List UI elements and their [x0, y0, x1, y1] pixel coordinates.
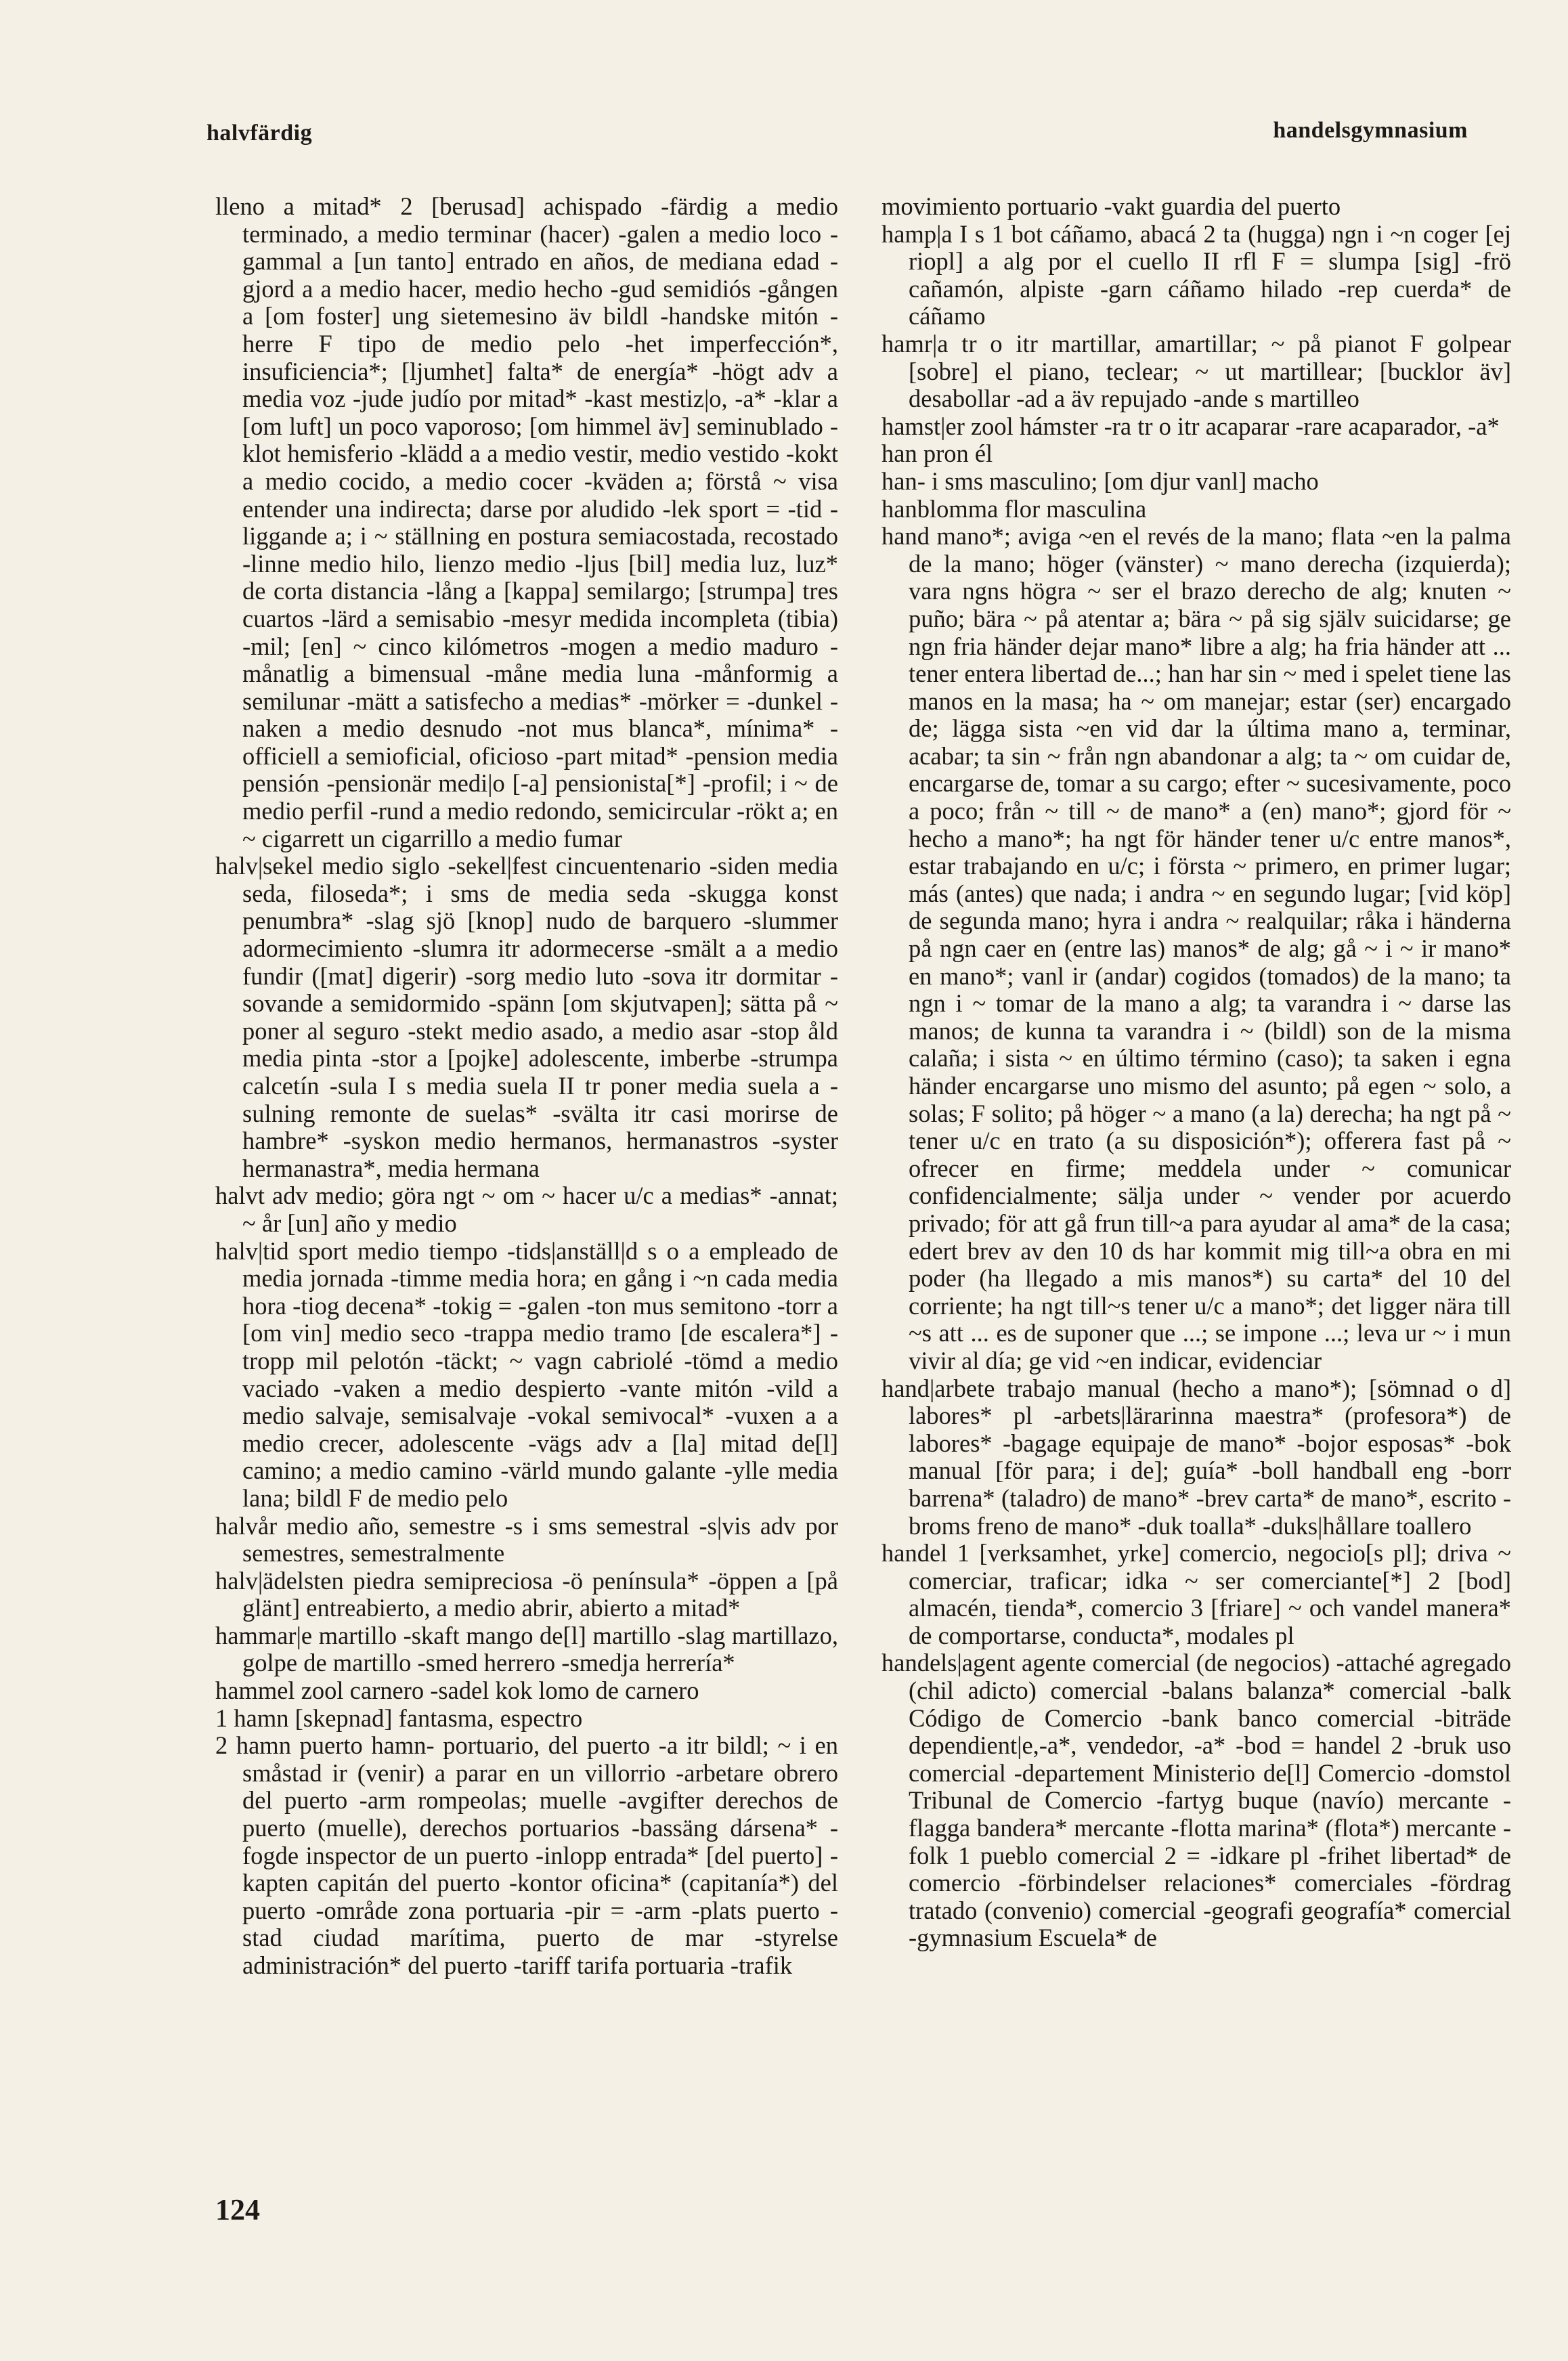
dictionary-entry: lleno a mitad* 2 [berusad] achispado -färdig a medio terminado, a medio terminar (hacer) -galen a medio loco -gammal a [un tanto] entrado en años, de mediana edad -gjord a a medio hacer, medio hecho -gud semidiós -gången a [om foster] ung sietemesino äv bildl -handske mitón -herre F tipo de medio pelo -het imperfección*, insuficiencia*; [ljumhet] falta* de energía* -högt adv a media voz -jude judío por mitad* -kast mestiz|o, -a* -klar a [om luft] un poco vaporoso; [om himmel äv] seminublado -klot hemisferio -klädd a a medio vestir, medio vestido -kokt a medio cocido, a medio cocer -kväden a; förstå ~ visa entender una indirecta; darse por aludido -lek sport = -tid -liggande a; i ~ ställning en postura semiacostada, recostado -linne medio hilo, lienzo medio -ljus [bil] media luz, luz* de corta distancia -lång a [kappa] semilargo; [strumpa] tres cuartos -lärd a semisabio -mesyr medida incompleta (tibia) -mil; [en] ~ cinco kilómetros -mogen a medio maduro -månatlig a bimensual -måne media luna -månformig a semilunar -mätt a satisfecho a medias* -mörker = -dunkel -naken a medio desnudo -not mus blanca*, mínima* -officiell a semioficial, oficioso -part mitad* -pension media pensión -pensionär medi|o [-a] pensionista[*] -profil; i ~ de medio perfil -rund a medio redondo, semicircular -rökt a; en ~ cigarrett un cigarrillo a medio fumar [215, 192, 838, 852]
dictionary-entry: halv|ädelsten piedra semipreciosa -ö península* -öppen a [på glänt] entreabierto, a medio abrir, abierto a mitad* [215, 1566, 838, 1622]
dictionary-entry: 2 hamn puerto hamn- portuario, del puerto -a itr bildl; ~ i en småstad ir (venir) a parar en un villorrio -arbetare obrero del puerto -arm rompeolas; muelle -avgifter derechos de puerto (muelle), derechos portuarios -bassäng dársena* -fogde inspector de un puerto -inlopp entrada* [del puerto] -kapten capitán del puerto -kontor oficina* (capitanía*) del puerto -område zona portuaria -pir = -arm -plats puerto -stad ciudad marítima, puerto de mar -styrelse administración* del puerto -tariff tarifa portuaria -trafik [215, 1731, 838, 1979]
dictionary-entry: handel 1 [verksamhet, yrke] comercio, negocio[s pl]; driva ~ comerciar, traficar; idka ~ ser comerciante[*] 2 [bod] almacén, tienda*, comercio 3 [friare] ~ och vandel manera* de comportarse, conducta*, modales pl [881, 1539, 1511, 1649]
left-column [215, 193, 838, 1980]
dictionary-entry: halvår medio año, semestre -s i sms semestral -s|vis adv por semestres, semestralmente [215, 1511, 838, 1567]
dictionary-entry: hand|arbete trabajo manual (hecho a mano*); [sömnad o d] labores* pl -arbets|lärarinna maestra* (profesora*) de labores* -bagage equipaje de mano* -bojor esposas* -bok manual [för para; i de]; guía* -boll handball eng -borr barrena* (taladro) de mano* -brev carta* de mano*, escrito -broms freno de mano* -duk toalla* -duks|hållare toallero [881, 1374, 1511, 1540]
dictionary-entry: halvt adv medio; göra ngt ~ om ~ hacer u/c a medias* -annat; ~ år [un] año y medio [215, 1182, 838, 1237]
dictionary-entry: hammar|e martillo -skaft mango de[l] martillo -slag martillazo, golpe de martillo -smed herrero -smedja herrería* [215, 1621, 838, 1677]
dictionary-entry: hamr|a tr o itr martillar, amartillar; ~ på pianot F golpear [sobre] el piano, teclear; ~ ut martillear; [bucklor äv] desabollar -ad a äv repujado -ande s martilleo [881, 329, 1511, 413]
running-head-left: halvfärdig [206, 121, 313, 146]
dictionary-entry: hamp|a I s 1 bot cáñamo, abacá 2 ta (hugga) ngn i ~n coger [ej riopl] a alg por el cuello II rfl F = slumpa [sig] -frö cañamón, alpiste -garn cáñamo hilado -rep cuerda* de cáñamo [881, 219, 1511, 330]
dictionary-entry: halv|sekel medio siglo -sekel|fest cincuentenario -siden media seda, filoseda*; i sms de media seda -skugga konst penumbra* -slag sjö [knop] nudo de barquero -slummer adormecimiento -slumra itr adormecerse -smält a a medio fundir ([mat] digerir) -sorg medio luto -sova itr dormitar -sovande a semidormido -spänn [om skjutvapen]; sätta på ~ poner al seguro -stekt medio asado, a medio asar -stop åld media pinta -stor a [pojke] adolescente, imberbe -strumpa calcetín -sula I s media suela II tr poner media suela a -sulning remonte de suelas* -svälta itr casi morirse de hambre* -syskon medio hermanos, hermanastros -syster hermanastra*, media hermana [215, 852, 838, 1182]
dictionary-entry: han pron él [881, 439, 993, 468]
dictionary-entry: movimiento portuario -vakt guardia del puerto [881, 192, 1341, 220]
running-head-right: handelsgymnasium [1273, 118, 1468, 143]
dictionary-entry: hand mano*; aviga ~en el revés de la mano; flata ~en la palma de la mano; höger (vänster) ~ mano derecha (izquierda); vara ngns högra ~ ser el brazo derecho de alg; knuten ~ puño; bära ~ på atentar a; bära ~ på sig själv suicidarse; ge ngn fria händer dejar mano* libre a alg; ha fria händer att ... tener entera libertad de...; han har sin ~ med i spelet tiene las manos en la masa; ha ~ om manejar; estar (ser) encargado de; lägga sista ~en vid dar la última mano a, terminar, acabar; ta sin ~ från ngn abandonar a alg; ta ~ om cuidar de, encargarse de, tomar a su cargo; efter ~ sucesivamente, poco a poco; från ~ till ~ de mano* a (en) mano*; gjord för ~ hecho a mano*; ha ngt för händer tener u/c entre manos*, estar trabajando en u/c; i första ~ primero, en primer lugar; más (antes) que nada; i andra ~ en segundo lugar; [vid köp] de segunda mano; hyra i andra ~ realquilar; råka i händerna på ngn caer en (entre las) manos* de alg; gå ~ i ~ ir mano* en mano*; vanl ir (andar) cogidos (tomados) de la mano; ta ngn i ~ tomar de la mano a alg; ta varandra i ~ darse las manos; de kunna ta varandra i ~ (bildl) son de la misma calaña; i sista ~ en último término (caso); ta saken i egna händer encargarse uno mismo del asunto; på egen ~ solo, a solas; F solito; på höger ~ a mano (a la) derecha; ha ngt på ~ tener u/c en trato (a su disposición*); offerera fast på ~ ofrecer en firme; meddela under ~ comunicar confidencialmente; sälja under ~ vender por acuerdo privado; för att gå frun till~a para ayudar al ama* de la casa; edert brev av den 10 ds har kommit mig till~a obra en mi poder (ha llegado a mis manos*) su carta* del 10 del corriente; ha ngt till~s tener u/c a mano*; det ligger nära till ~s att ... es de suponer que ...; se impone ...; leva ur ~ i mun vivir al día; ge vid ~en indicar, evidenciar [881, 522, 1511, 1374]
dictionary-entry: halv|tid sport medio tiempo -tids|anställ|d s o a empleado de media jornada -timme media hora; en gång i ~n cada media hora -tiog decena* -tokig = -galen -ton mus semitono -torr a [om vin] medio seco -trappa medio tramo [de escalera*] -tropp mil pelotón -täckt; ~ vagn cabriolé -tömd a medio vaciado -vaken a medio despierto -vante mitón -vild a medio salvaje, semisalvaje -vokal semivocal* -vuxen a a medio crecer, adolescente -vägs adv a [la] mitad de[l] camino; a medio camino -värld mundo galante -ylle media lana; bildl F de medio pelo [215, 1236, 838, 1512]
dictionary-entry: hanblomma flor masculina [881, 494, 1147, 523]
page-number: 124 [215, 2193, 260, 2226]
dictionary-entry: hamst|er zool hámster -ra tr o itr acaparar -rare acaparador, -a* [881, 412, 1500, 440]
right-column [881, 193, 1511, 1952]
dictionary-entry: 1 hamn [skepnad] fantasma, espectro [215, 1704, 583, 1732]
dictionary-entry: handels|agent agente comercial (de negocios) -attaché agregado (chil adicto) comercial -balans balanza* comercial -balk Código de Comercio -bank banco comercial -biträde dependient|e,-a*, vendedor, -a* -bod = handel 2 -bruk uso comercial -departement Ministerio de[l] Comercio -domstol Tribunal de Comercio -fartyg buque (navío) mercante -flagga bandera* mercante -flotta marina* (flota*) mercante -folk 1 pueblo comercial 2 = -idkare pl -frihet libertad* de comercio -förbindelser relaciones* comerciales -fördrag tratado (convenio) comercial -geografi geografía* comercial -gymnasium Escuela* de [881, 1649, 1511, 1952]
dictionary-entry: hammel zool carnero -sadel kok lomo de carnero [215, 1676, 699, 1705]
dictionary-entry: han- i sms masculino; [om djur vanl] macho [881, 467, 1319, 495]
